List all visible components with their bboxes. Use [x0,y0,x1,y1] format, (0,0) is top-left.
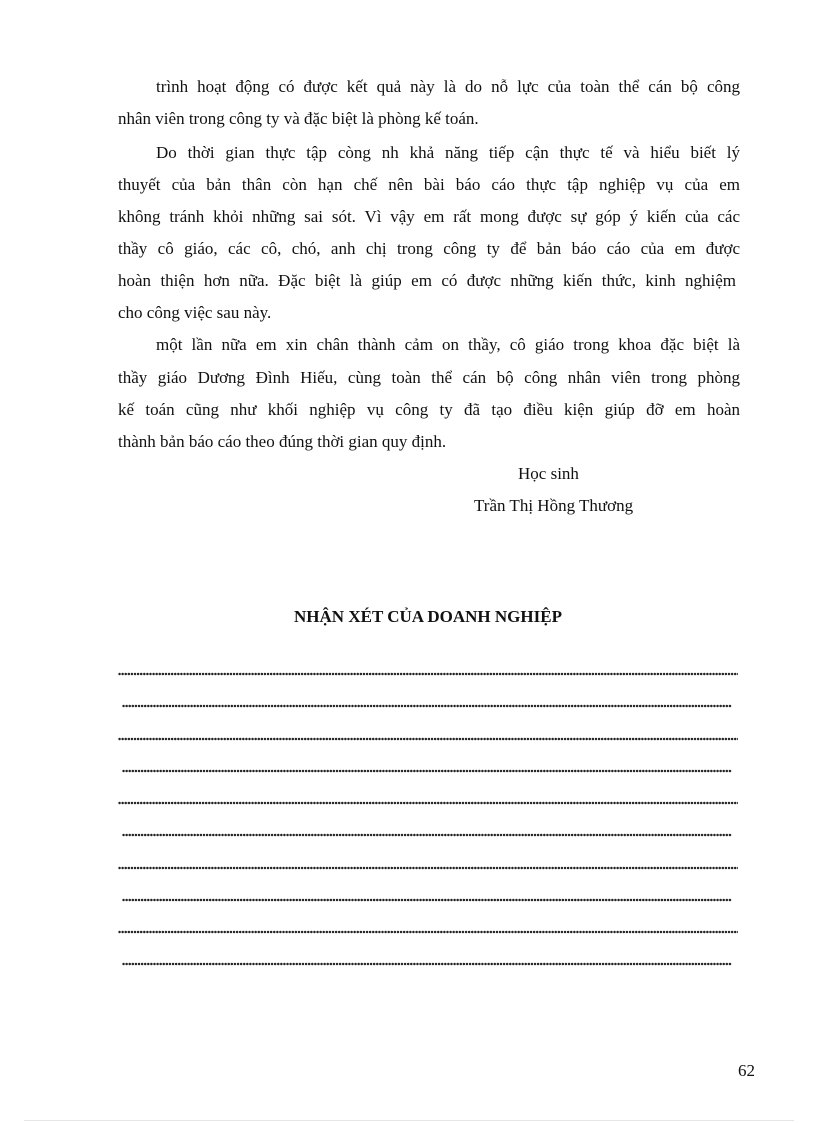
paragraph-line: thầy giáo Dương Đình Hiếu, cùng toàn thể cán bộ công nhân viên trong phòng [118,368,740,387]
paragraph-line: một lần nữa em xin chân thành cảm on thầy, cô giáo trong khoa đặc biệt là [156,335,740,354]
dotted-comment-line [118,735,738,743]
dotted-comment-line [118,864,738,872]
paragraph-line: không tránh khỏi những sai sót. Vì vậy em rất mong được sự góp ý kiến của các [118,207,740,226]
paragraph-line: cho công việc sau này. [118,303,272,322]
paragraph-line: thầy cô giáo, các cô, chó, anh chị trong công ty để bản báo cáo của em được [118,239,740,258]
paragraph-line: thuyết của bản thân còn hạn chế nên bài báo cáo thực tập nghiệp vụ của em [118,175,740,194]
paragraph-line: hoàn thiện hơn nữa. Đặc biệt là giúp em có được những kiến thức, kinh nghiệm [118,271,736,290]
page-bottom-divider [24,1120,794,1121]
dotted-comment-line [122,896,732,904]
paragraph-line: trình hoạt động có được kết quả này là do nỗ lực của toàn thể cán bộ công [156,77,740,96]
dotted-comment-line [122,702,732,710]
paragraph-line: nhân viên trong công ty và đặc biệt là phòng kế toán. [118,109,479,128]
signature-role: Học sinh [518,464,579,483]
paragraph-line: thành bản báo cáo theo đúng thời gian quy định. [118,432,447,451]
dotted-comment-line [118,799,738,807]
dotted-comment-line [118,670,738,678]
paragraph-line: kế toán cũng như khối nghiệp vụ công ty đã tạo điều kiện giúp đỡ em hoàn [118,400,740,419]
dotted-comment-line [122,831,732,839]
dotted-comment-line [122,960,732,968]
paragraph-line: Do thời gian thực tập còng nh khả năng tiếp cận thực tế và hiểu biết lý [156,143,740,162]
dotted-comment-line [118,928,738,936]
signature-name: Trần Thị Hồng Thương [474,496,634,515]
page-number: 62 [738,1061,755,1080]
section-heading: NHẬN XÉT CỦA DOANH NGHIỆP [294,607,562,626]
dotted-comment-line [122,767,732,775]
